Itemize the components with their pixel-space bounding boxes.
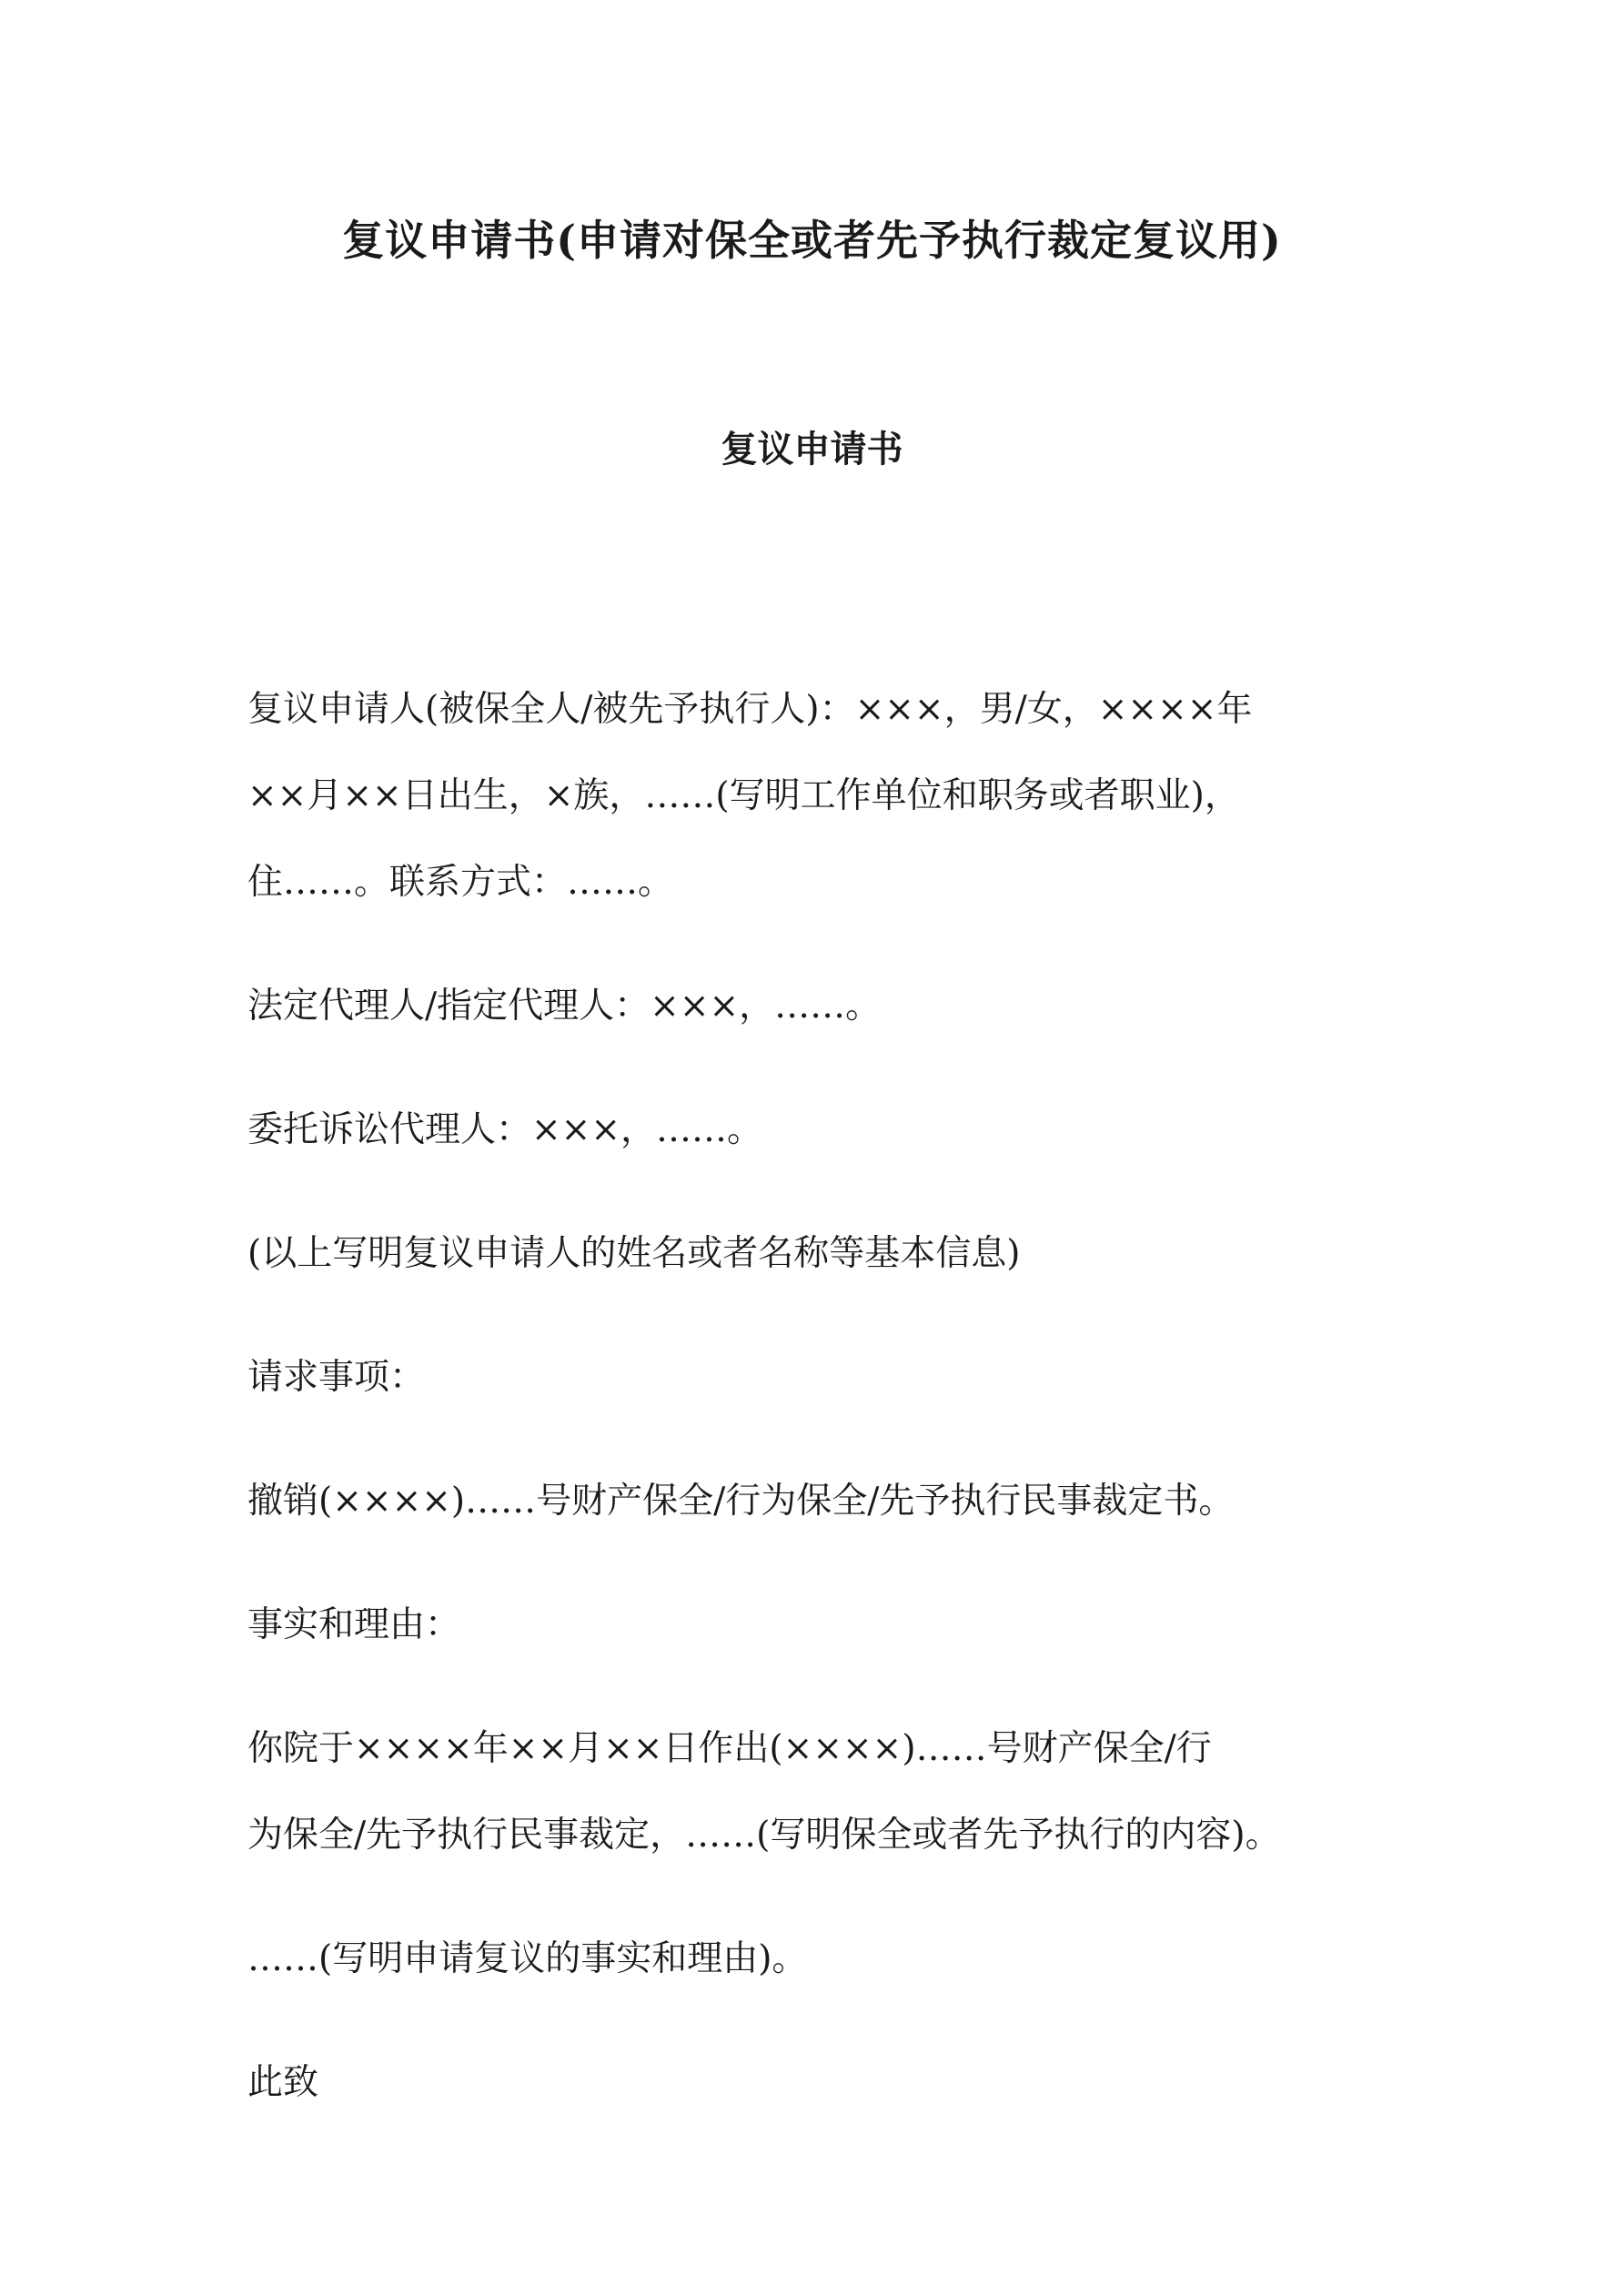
applicant-info-paragraph xyxy=(247,666,1394,925)
request-heading xyxy=(247,1334,1394,1421)
text-line: 委托诉讼代理人：×××，……。 xyxy=(247,1109,763,1150)
basic-info-note-paragraph xyxy=(247,1210,1394,1297)
request-paragraph xyxy=(247,1458,1394,1544)
text-line: 为保全/先予执行民事裁定，……(写明保全或者先予执行的内容)。 xyxy=(247,1815,1281,1856)
text-line: 请求事项： xyxy=(247,1357,426,1398)
reasons-paragraph xyxy=(247,1916,1394,2002)
text-line: ……(写明申请复议的事实和理由)。 xyxy=(247,1938,808,1979)
text-line: 复议申请人(被保全人/被先予执行人)：×××，男/女，××××年 xyxy=(247,689,1253,730)
text-line: 法定代理人/指定代理人：×××，……。 xyxy=(247,986,882,1027)
text-line: 此致 xyxy=(247,2062,319,2103)
document-subtitle: 复议申请书 xyxy=(721,428,903,470)
facts-reasons-heading xyxy=(247,1582,1394,1668)
text-line: ××月××日出生，×族，……(写明工作单位和职务或者职业)， xyxy=(247,775,1240,816)
closing-salutation xyxy=(247,2039,1394,2126)
text-line: 你院于××××年××月××日作出(××××)……号财产保全/行 xyxy=(247,1728,1212,1769)
document-title: 复议申请书(申请对保全或者先予执行裁定复议用) xyxy=(342,216,1282,265)
legal-representative-paragraph xyxy=(247,963,1394,1049)
document-body xyxy=(247,666,1394,2126)
facts-paragraph xyxy=(247,1705,1394,1878)
text-line: 住……。联系方式：……。 xyxy=(247,862,674,903)
text-line: (以上写明复议申请人的姓名或者名称等基本信息) xyxy=(247,1233,1021,1274)
litigation-agent-paragraph xyxy=(247,1087,1394,1173)
text-line: 事实和理由： xyxy=(247,1604,461,1645)
text-line: 撤销(××××)……号财产保全/行为保全/先予执行民事裁定书。 xyxy=(247,1481,1235,1522)
